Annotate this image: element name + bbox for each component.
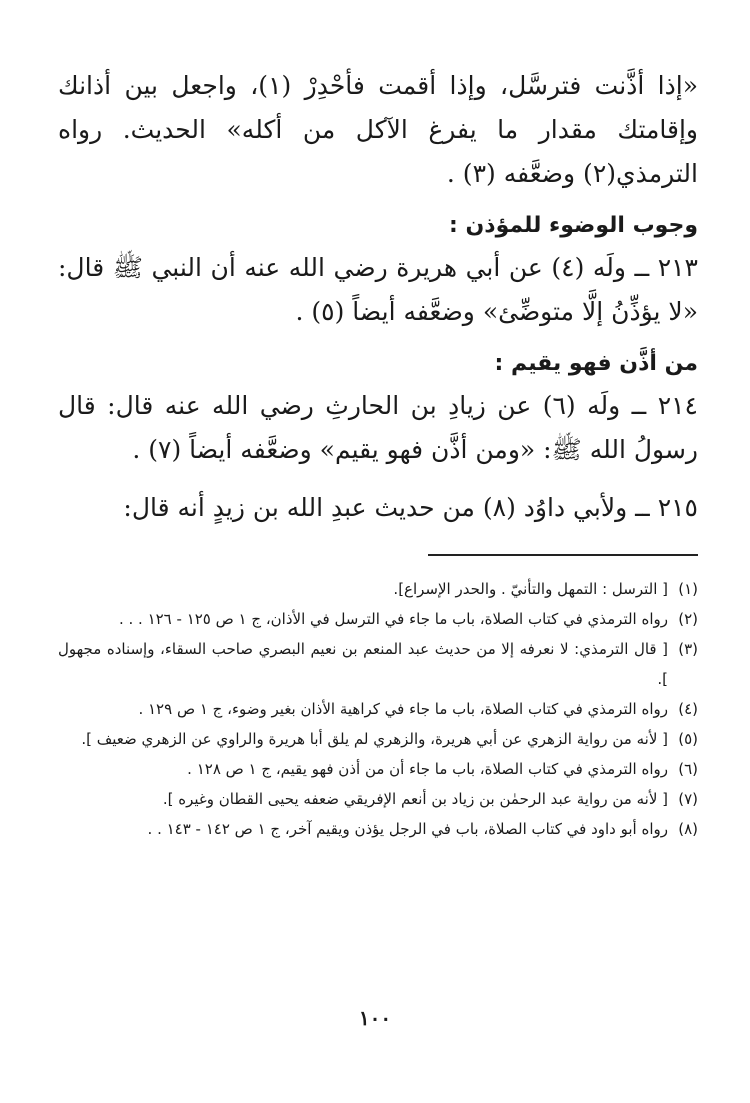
hadith-214: ٢١٤ ــ ولَه (٦) عن زيادِ بن الحارثِ رضي الله عنه قال: قال رسولُ الله ﷺ: «ومن أذَّن فهو يقيم» وضعَّفه أيضاً (٧) . [58, 391, 698, 464]
footnote-number: (٨) [678, 820, 698, 838]
footnotes [58, 574, 698, 844]
footnote-item [58, 754, 698, 784]
footnote-item [58, 784, 698, 814]
section-heading-iqama: من أذَّن فهو يقيم : [494, 351, 698, 376]
footnote-number: (٦) [678, 760, 698, 778]
footnote-number: (٣) [678, 640, 698, 658]
footnote-item [58, 574, 698, 604]
footnote-text: رواه الترمذي في كتاب الصلاة، باب ما جاء أن من أذن فهو يقيم، ج ١ ص ١٢٨ . [187, 760, 668, 778]
hadith-212-continuation: «إذا أذَّنت فترسَّل، وإذا أقمت فأحْدِرْ (١)، واجعل بين أذانك وإقامتك مقدار ما يفرغ الآكل من أكله» الحديث. رواه الترمذي(٢) وضعَّفه (٣) . [58, 71, 698, 188]
footnote-number: (٥) [678, 730, 698, 748]
page-number: ١٠٠ [358, 1006, 392, 1030]
hadith-213: ٢١٣ ــ ولَه (٤) عن أبي هريرة رضي الله عنه أن النبي ﷺ قال: «لا يؤذِّنُ إلَّا متوضِّئ» وضعَّفه أيضاً (٥) . [58, 253, 698, 326]
footnote-number: (٢) [678, 610, 698, 628]
hadith-215: ٢١٥ ــ ولأبي داوُد (٨) من حديث عبدِ الله بن زيدٍ أنه قال: [123, 493, 698, 522]
main-text [58, 64, 698, 530]
footnote-text: رواه أبو داود في كتاب الصلاة، باب في الرجل يؤذن ويقيم آخر، ج ١ ص ١٤٢ - ١٤٣ . . [147, 820, 668, 838]
footnote-number: (٧) [678, 790, 698, 808]
footnote-item [58, 634, 698, 694]
footnote-separator [428, 554, 698, 556]
footnote-number: (١) [678, 580, 698, 598]
footnote-number: (٤) [678, 700, 698, 718]
footnote-text: رواه الترمذي في كتاب الصلاة، باب ما جاء في الترسل في الأذان، ج ١ ص ١٢٥ - ١٢٦ . . . [118, 610, 668, 628]
footnote-text: [ قال الترمذي: لا نعرفه إلا من حديث عبد المنعم بن نعيم البصري صاحب السقاء، وإسناده مجهول ]. [58, 640, 668, 688]
section-heading-wudu: وجوب الوضوء للمؤذن : [449, 213, 698, 238]
footnote-text: [ لأنه من رواية عبد الرحمٰن بن زياد بن أنعم الإفريقي ضعفه يحيى القطان وغيره ]. [162, 790, 668, 808]
footnote-item [58, 814, 698, 844]
footnote-text: [ الترسل : التمهل والتأنيّ . والحدر الإسراع]. [393, 580, 668, 598]
footnote-text: رواه الترمذي في كتاب الصلاة، باب ما جاء في كراهية الأذان بغير وضوء، ج ١ ص ١٢٩ . [138, 700, 668, 718]
footnote-item [58, 604, 698, 634]
footnote-text: [ لأنه من رواية الزهري عن أبي هريرة، والزهري لم يلق أبا هريرة والراوي عن الزهري ضعيف ]. [81, 730, 668, 748]
footnote-item [58, 694, 698, 724]
footnote-item [58, 724, 698, 754]
